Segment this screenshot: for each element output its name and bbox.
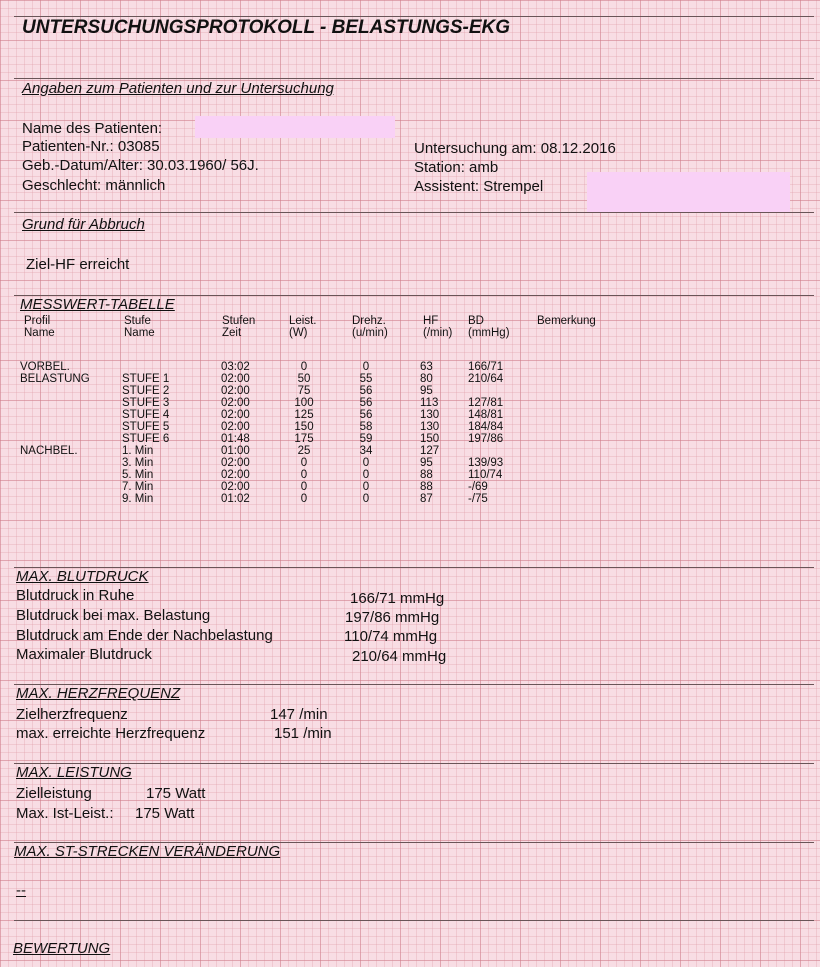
col-header-bemerkung: Bemerkung (537, 315, 596, 327)
st-heading: MAX. ST-STRECKEN VERÄNDERUNG (14, 843, 281, 860)
table-cell-drehz: 56 (359, 397, 373, 409)
table-cell-zeit: 01:48 (221, 433, 250, 445)
measurements-heading: MESSWERT-TABELLE (20, 296, 175, 313)
table-cell-zeit: 02:00 (221, 397, 250, 409)
hr-heading: MAX. HERZFREQUENZ (16, 685, 181, 702)
col-header-zeit: Stufen Zeit (222, 315, 256, 339)
table-cell-bd: 184/84 (468, 421, 504, 433)
abort-heading: Grund für Abbruch (22, 216, 145, 233)
table-cell-zeit: 02:00 (221, 481, 250, 493)
table-cell-leist: 175 (294, 433, 314, 445)
table-cell-drehz: 0 (362, 361, 370, 373)
table-cell-drehz: 55 (359, 373, 373, 385)
power-actual-label: Max. Ist-Leist.: (16, 805, 114, 822)
hr-target-label: Zielherzfrequenz (16, 706, 128, 723)
table-cell-stufe: STUFE 2 (122, 385, 170, 397)
table-cell-hf: 127 (420, 445, 440, 457)
col-header-leistung: Leist. (W) (289, 315, 317, 339)
table-cell-hf: 80 (420, 373, 433, 385)
table-cell-bd: 110/74 (468, 469, 503, 481)
table-cell-zeit: 02:00 (221, 385, 250, 397)
table-cell-bd: 166/71 (468, 361, 504, 373)
evaluation-heading: BEWERTUNG (13, 940, 111, 957)
exam-date: Untersuchung am: 08.12.2016 (414, 140, 616, 157)
station: Station: amb (414, 159, 499, 176)
patient-dob-age: Geb.-Datum/Alter: 30.03.1960/ 56J. (22, 157, 259, 174)
table-cell-drehz: 0 (362, 481, 370, 493)
power-actual-value: 175 Watt (135, 805, 195, 822)
table-cell-stufe: STUFE 3 (122, 397, 170, 409)
patient-section-heading: Angaben zum Patienten und zur Untersuchung (22, 80, 334, 97)
table-cell-bd: 210/64 (468, 373, 504, 385)
table-cell-leist: 125 (294, 409, 314, 421)
table-cell-profil: BELASTUNG (20, 373, 90, 385)
col-header-bd: BD (mmHg) (468, 315, 510, 339)
table-cell-hf: 63 (420, 361, 433, 373)
table-cell-hf: 88 (420, 481, 433, 493)
redacted-patient-name (195, 116, 395, 138)
table-cell-stufe: STUFE 5 (122, 421, 170, 433)
col-header-stufe: Stufe Name (124, 315, 155, 339)
table-cell-bd: 127/81 (468, 397, 504, 409)
table-cell-leist: 0 (300, 493, 308, 505)
table-cell-bd: -/69 (468, 481, 488, 493)
table-cell-hf: 88 (420, 469, 433, 481)
col-header-hf: HF (/min) (423, 315, 453, 339)
col-header-profil: Profil Name (24, 315, 55, 339)
table-cell-hf: 95 (420, 457, 433, 469)
table-cell-zeit: 02:00 (221, 409, 250, 421)
patient-name-label: Name des Patienten: (22, 120, 163, 137)
table-cell-drehz: 34 (359, 445, 373, 457)
table-cell-hf: 130 (420, 409, 440, 421)
table-cell-leist: 0 (300, 481, 308, 493)
abort-reason: Ziel-HF erreicht (26, 256, 130, 273)
assistant: Assistent: Strempel (414, 178, 544, 195)
table-cell-zeit: 01:00 (221, 445, 250, 457)
table-cell-stufe: STUFE 4 (122, 409, 170, 421)
bp-end-recovery-value: 110/74 mmHg (344, 628, 438, 645)
bp-max-load-label: Blutdruck bei max. Belastung (16, 607, 211, 624)
table-cell-zeit: 01:02 (221, 493, 250, 505)
bp-maximum-value: 210/64 mmHg (352, 648, 447, 665)
table-cell-drehz: 59 (359, 433, 373, 445)
table-cell-stufe: 3. Min (122, 457, 154, 469)
power-target-value: 175 Watt (146, 785, 206, 802)
document-title: UNTERSUCHUNGSPROTOKOLL - BELASTUNGS-EKG (22, 17, 511, 38)
table-cell-bd: 148/81 (468, 409, 504, 421)
table-cell-leist: 0 (300, 361, 308, 373)
table-cell-stufe: STUFE 1 (122, 373, 170, 385)
table-cell-leist: 100 (294, 397, 314, 409)
table-cell-profil: NACHBEL. (20, 445, 78, 457)
table-cell-bd: 139/93 (468, 457, 504, 469)
table-cell-leist: 150 (294, 421, 314, 433)
table-cell-hf: 113 (420, 397, 439, 409)
table-cell-zeit: 02:00 (221, 373, 250, 385)
bp-maximum-label: Maximaler Blutdruck (16, 646, 152, 663)
table-cell-leist: 0 (300, 469, 308, 481)
patient-sex: Geschlecht: männlich (22, 177, 166, 194)
table-cell-zeit: 03:02 (221, 361, 250, 373)
table-cell-stufe: 1. Min (122, 445, 154, 457)
table-cell-stufe: STUFE 6 (122, 433, 170, 445)
table-cell-drehz: 0 (362, 469, 370, 481)
table-cell-drehz: 0 (362, 493, 370, 505)
hr-target-value: 147 /min (270, 706, 328, 723)
table-cell-drehz: 58 (359, 421, 373, 433)
table-cell-hf: 95 (420, 385, 433, 397)
table-cell-drehz: 56 (359, 409, 373, 421)
table-cell-leist: 50 (297, 373, 311, 385)
table-cell-drehz: 56 (359, 385, 373, 397)
patient-number: Patienten-Nr.: 03085 (22, 138, 160, 155)
redacted-assistant (587, 172, 790, 212)
table-cell-stufe: 5. Min (122, 469, 154, 481)
table-cell-leist: 0 (300, 457, 308, 469)
st-value: -- (16, 882, 26, 899)
table-cell-hf: 150 (420, 433, 440, 445)
bp-heading: MAX. BLUTDRUCK (16, 568, 149, 585)
table-cell-hf: 130 (420, 421, 440, 433)
table-cell-bd: -/75 (468, 493, 488, 505)
table-cell-stufe: 9. Min (122, 493, 154, 505)
col-header-drehzahl: Drehz. (u/min) (352, 315, 388, 339)
hr-reached-label: max. erreichte Herzfrequenz (16, 725, 206, 742)
table-cell-zeit: 02:00 (221, 469, 250, 481)
bp-max-load-value: 197/86 mmHg (345, 609, 440, 626)
table-cell-leist: 75 (297, 385, 311, 397)
power-heading: MAX. LEISTUNG (16, 764, 132, 781)
table-cell-zeit: 02:00 (221, 457, 250, 469)
bp-end-recovery-label: Blutdruck am Ende der Nachbelastung (16, 627, 273, 644)
table-cell-profil: VORBEL. (20, 361, 70, 373)
bp-rest-value: 166/71 mmHg (350, 590, 445, 607)
bp-rest-label: Blutdruck in Ruhe (16, 587, 135, 604)
hr-reached-value: 151 /min (274, 725, 332, 742)
table-cell-drehz: 0 (362, 457, 370, 469)
table-cell-leist: 25 (297, 445, 311, 457)
table-cell-bd: 197/86 (468, 433, 504, 445)
table-cell-stufe: 7. Min (122, 481, 154, 493)
table-cell-hf: 87 (420, 493, 433, 505)
table-cell-zeit: 02:00 (221, 421, 250, 433)
power-target-label: Zielleistung (16, 785, 92, 802)
